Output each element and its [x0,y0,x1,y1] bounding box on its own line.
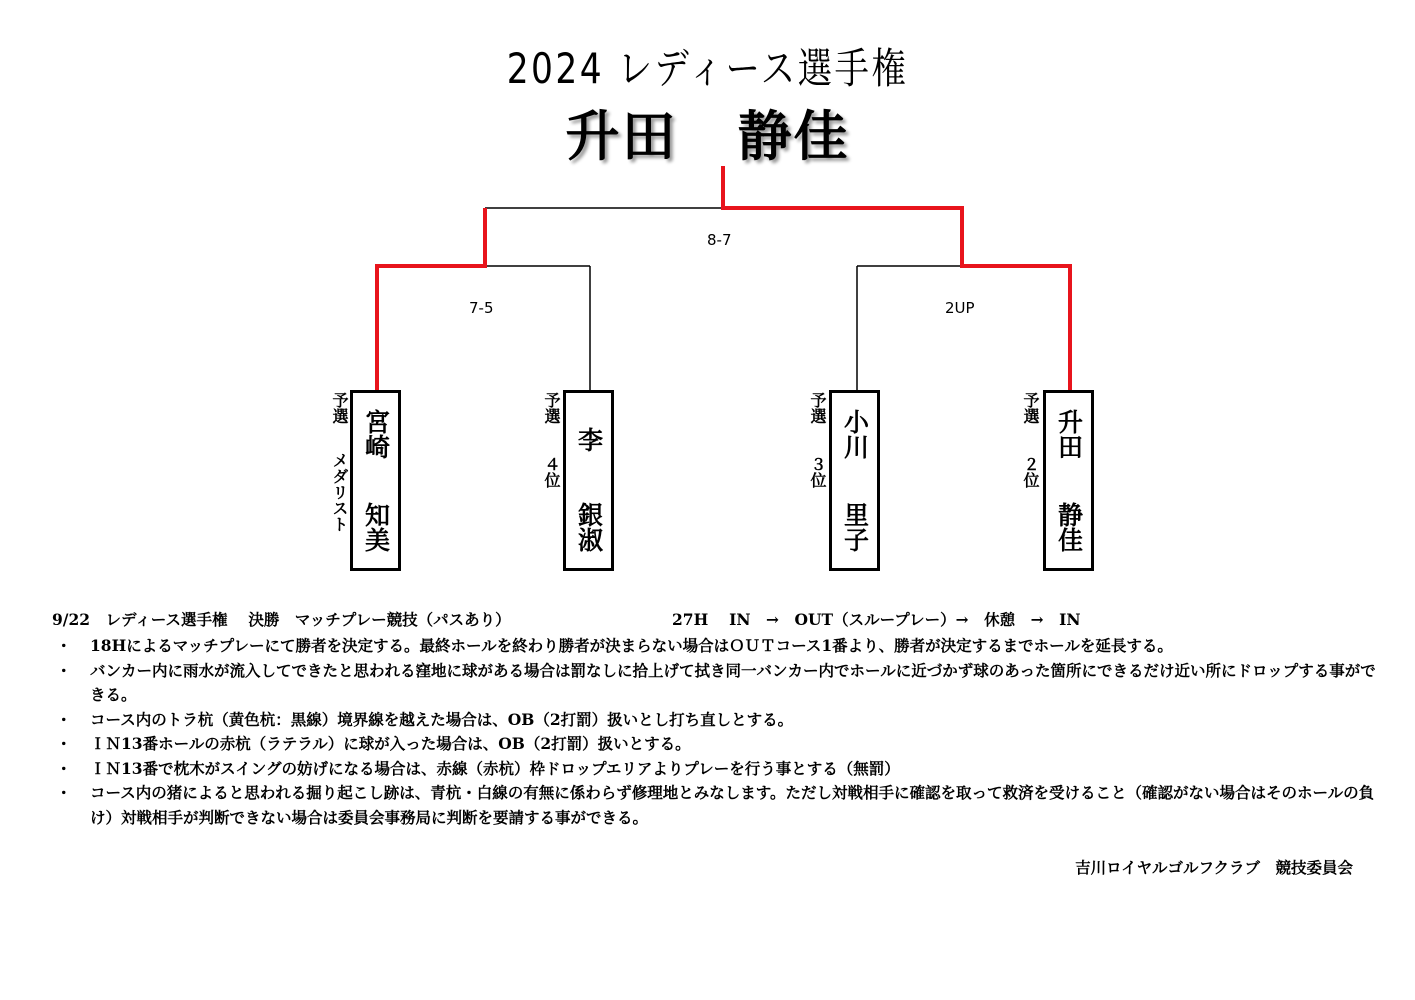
player-2-qual-label: 予選 [542,392,561,424]
player-2-qual-note: ４位 [542,456,561,488]
player-4-surname: 升田 [1054,409,1084,459]
player-box-3 [829,390,880,571]
rule-text: ＩＮ13番で枕木がスイングの妨げになる場合は、赤線（赤杭）枠ドロップエリアよりプレーを行う事とする（無罰） [90,758,900,778]
bullet-icon: ・ [56,709,72,729]
rule-text: ＩＮ13番ホールの赤杭（ラテラル）に球が入った場合は、OB（2打罰）扱いとする。 [90,734,691,753]
bullet-icon: ・ [56,758,72,778]
rule-item [52,708,1382,733]
bullet-icon: ・ [56,660,72,680]
rule-item [52,732,1382,757]
semi-right-score: 2UP [945,299,975,317]
player-4-qual-label: 予選 [1021,392,1040,424]
player-1-given-name: 知美 [361,502,391,552]
player-box-1 [350,390,401,571]
player-1-surname: 宮崎 [361,409,391,459]
champion-surname: 升田 [565,105,678,168]
rule-item [52,757,1382,782]
player-2-surname: 李 [574,427,604,452]
final-score: 8-7 [707,231,732,249]
organizer-footer: 吉川ロイヤルゴルフクラブ 競技委員会 [1075,858,1353,877]
player-1-qual-note: メダリスト [330,452,349,532]
player-4-given-name: 静佳 [1054,502,1084,552]
rules-header-right: 27H IN → OUT（スループレー）→ 休憩 → IN [672,610,1081,629]
bullet-icon: ・ [56,783,72,802]
rule-text: バンカー内に雨水が流入してできたと思われる窪地に球がある場合は罰なしに拾上げて拭き同一バンカー内でホールに近づかず球のあった箇所にできるだけ近い所にドロップする事ができる。 [90,660,1376,704]
bullet-icon: ・ [56,734,72,753]
rules-header-left: 9/22 レディース選手権 決勝 マッチプレー競技（パスあり） [52,610,511,629]
rules-header [52,608,1382,634]
rule-item [52,634,1382,659]
player-2-given-name: 銀淑 [574,502,604,552]
tournament-title: 2024 レディース選手権 [506,44,909,93]
player-box-2 [563,390,614,571]
player-3-given-name: 里子 [840,502,870,552]
winner-path-right [723,166,1070,390]
bullet-icon: ・ [56,636,72,655]
player-box-4 [1043,390,1094,571]
rule-item [52,659,1382,708]
rule-text: コース内の猪によると思われる掘り起こし跡は、青杭・白線の有無に係わらず修理地とみなします。ただし対戦相手に確認を取って救済を受けること（確認がない場合はそのホールの負け）対戦相手が判断できない場合は委員会事務局に判断を要請する事ができる。 [90,783,1375,827]
champion-given-name: 静佳 [737,105,850,168]
rule-text: 18Hによるマッチプレーにて勝者を決定する。最終ホールを終わり勝者が決まらない場合はＯＵＴコース1番より、勝者が決定するまでホールを延長する。 [90,636,1173,655]
player-3-qual-note: ３位 [808,456,827,488]
semi-left-score: 7-5 [469,299,494,317]
rule-item [52,781,1382,830]
player-3-qual-label: 予選 [808,392,827,424]
player-4-qual-note: ２位 [1021,456,1040,488]
player-3-surname: 小川 [840,409,870,459]
rule-text: コース内のトラ杭（黄色杭：黒線）境界線を越えた場合は、OB（2打罰）扱いとし打ち直しとする。 [90,709,794,729]
player-1-qual-label: 予選 [330,392,349,424]
rules-section [52,608,1382,830]
